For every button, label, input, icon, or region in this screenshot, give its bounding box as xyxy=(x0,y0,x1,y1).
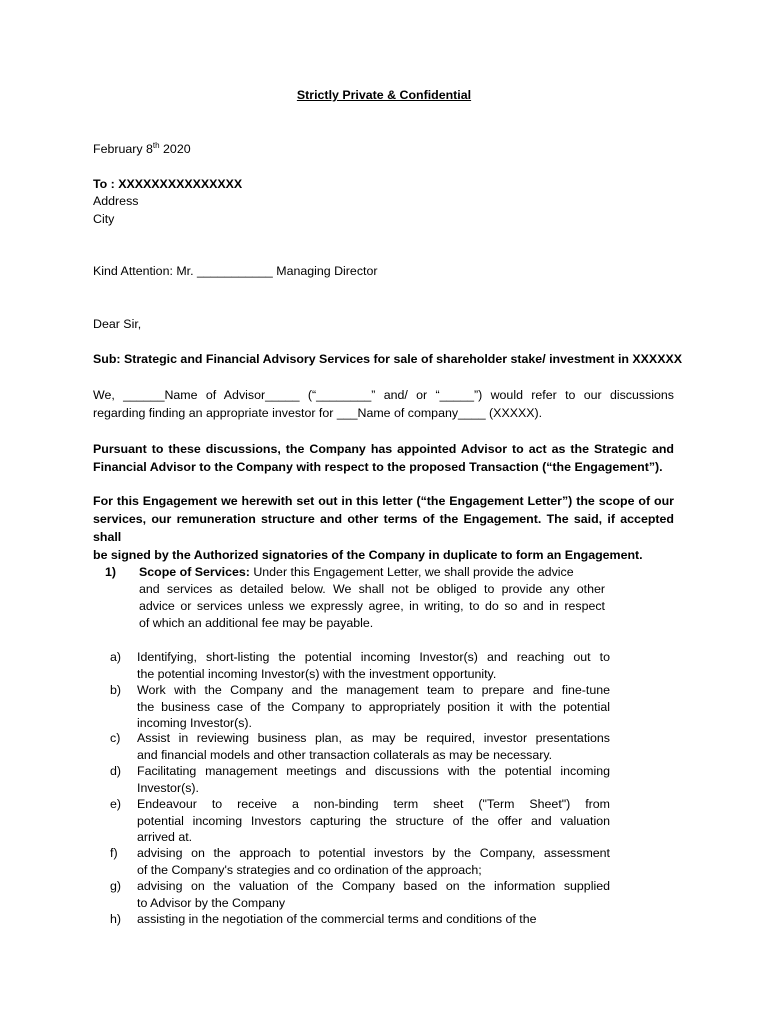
list-item xyxy=(110,845,610,878)
list-item-line: Assist in reviewing business plan, as may be required, investor presentations xyxy=(137,731,610,745)
list-item-line: Work with the Company and the management team to prepare and fine-tune xyxy=(137,683,610,697)
list-item-line: potential incoming Investors capturing the structure of the offer and valuation xyxy=(137,813,610,828)
recipient-city: City xyxy=(93,212,115,226)
list-item xyxy=(110,796,610,846)
list-item-label: f) xyxy=(110,846,118,860)
paragraph-engagement xyxy=(93,492,674,564)
list-item-text xyxy=(137,730,610,763)
para3-line3: be signed by the Authorized signatories of the Company in duplicate to form an Engagement. xyxy=(93,548,643,562)
list-item-line: incoming Investor(s). xyxy=(137,716,252,730)
list-item-line: Facilitating management meetings and discussions with the potential incoming xyxy=(137,764,610,778)
list-item-line: advising on the valuation of the Company based on the information supplied xyxy=(137,879,610,893)
para3-line2: services, our remuneration structure and other terms of the Engagement. The said, if accepted shall xyxy=(93,512,674,544)
list-item-label: c) xyxy=(110,731,121,745)
scope-number: 1) xyxy=(105,565,117,579)
paragraph-advisor-intro xyxy=(93,386,674,422)
list-item-line: Endeavour to receive a non-binding term sheet ("Term Sheet") from xyxy=(137,797,610,811)
list-item-text xyxy=(137,878,610,911)
list-item-text xyxy=(137,763,610,796)
para2-line2: Financial Advisor to the Company with respect to the proposed Transaction (“the Engagement”). xyxy=(93,460,663,474)
paragraph-appointment xyxy=(93,440,674,476)
list-item-line: Investor(s). xyxy=(137,780,199,795)
scope-heading: Scope of Services: xyxy=(139,565,250,579)
para1-line1: We, ______Name of Advisor_____ (“________” and/ or “_____”) would refer to our discussions xyxy=(93,388,674,402)
scope-of-services-section xyxy=(105,564,605,632)
document-title: Strictly Private & Confidential xyxy=(296,88,472,102)
para3-line1: For this Engagement we herewith set out in this letter (“the Engagement Letter”) the scope of our xyxy=(93,494,674,508)
list-item-line: of the Company's strategies and co ordination of the approach; xyxy=(137,862,482,877)
scope-line2: and services as detailed below. We shall not be obliged to provide any other xyxy=(139,582,605,596)
scope-line4: of which an additional fee may be payable. xyxy=(139,616,374,630)
list-item-text xyxy=(137,796,610,846)
list-item-line: the business case of the Company to appropriately position it with the potential xyxy=(137,699,610,714)
recipient-address: Address xyxy=(93,194,139,208)
scope-body xyxy=(139,564,605,632)
list-item xyxy=(110,911,610,928)
list-item xyxy=(110,682,610,732)
kind-attention: Kind Attention: Mr. ___________ Managing Director xyxy=(93,264,378,278)
list-item-label: e) xyxy=(110,797,122,811)
list-item-text xyxy=(137,911,610,928)
list-item-text xyxy=(137,649,610,682)
list-item xyxy=(110,730,610,763)
para1-line2: regarding finding an appropriate investor for ___Name of company____ (XXXXX). xyxy=(93,406,543,420)
list-item-line: advising on the approach to potential investors by the Company, assessment xyxy=(137,846,610,860)
list-item-line: assisting in the negotiation of the commercial terms and conditions of the xyxy=(137,912,537,926)
date-year: 2020 xyxy=(159,142,191,156)
list-item-line: to Advisor by the Company xyxy=(137,895,286,910)
list-item xyxy=(110,649,610,682)
list-item-line: and financial models and other transaction collaterals as may be necessary. xyxy=(137,747,553,762)
letter-date xyxy=(93,141,191,158)
list-item xyxy=(110,763,610,796)
scope-line1: Under this Engagement Letter, we shall provide the advice xyxy=(249,565,574,579)
list-item-label: a) xyxy=(110,650,122,664)
list-item-line: Identifying, short-listing the potential incoming Investor(s) and reaching out to xyxy=(137,650,610,664)
scope-line3: advice or services unless we expressly agree, in writing, to do so and in respect xyxy=(139,599,605,613)
date-suffix: th xyxy=(152,140,160,150)
list-item-label: g) xyxy=(110,879,122,893)
list-item-line: arrived at. xyxy=(137,830,193,844)
list-item-line: the potential incoming Investor(s) with the investment opportunity. xyxy=(137,666,497,681)
recipient-line: To : XXXXXXXXXXXXXXX xyxy=(93,177,243,191)
date-month-day: February 8 xyxy=(93,142,153,156)
subject-line: Sub: Strategic and Financial Advisory Services for sale of shareholder stake/ investment in XXXXXX xyxy=(93,352,682,366)
para2-line1: Pursuant to these discussions, the Company has appointed Advisor to act as the Strategic and xyxy=(93,442,674,456)
list-item-label: b) xyxy=(110,683,122,697)
list-item xyxy=(110,878,610,911)
list-item-label: h) xyxy=(110,912,122,926)
list-item-text xyxy=(137,682,610,732)
list-item-text xyxy=(137,845,610,878)
list-item-label: d) xyxy=(110,764,122,778)
salutation: Dear Sir, xyxy=(93,317,142,331)
